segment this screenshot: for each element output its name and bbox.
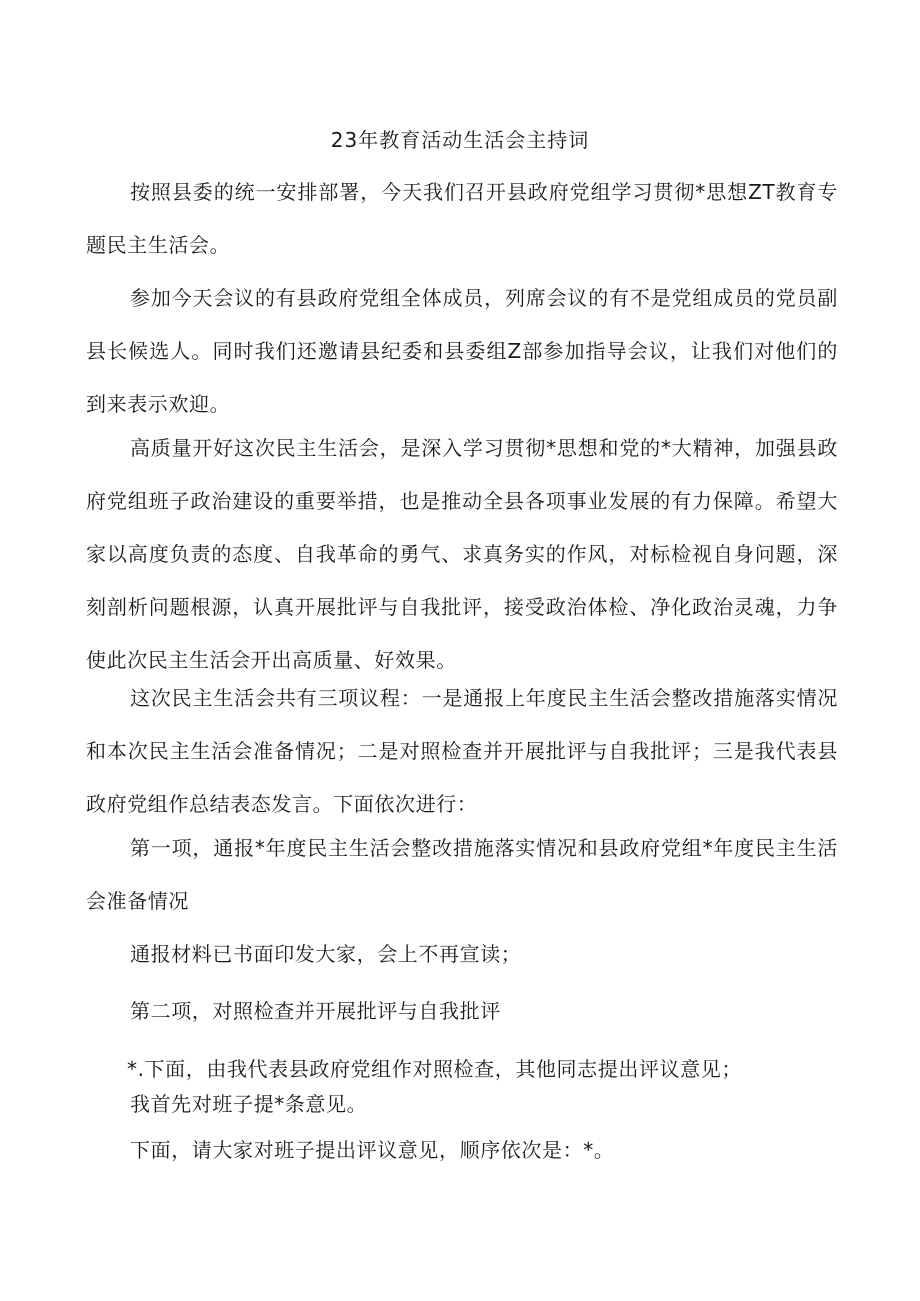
paragraph-opening: 按照县委的统一安排部署，今天我们召开县政府党组学习贯彻*思想ZT教育专题民主生活会。 — [86, 180, 838, 257]
item-notice-line: 通报材料已书面印发大家，会上不再宣读； — [130, 942, 522, 966]
paragraph-purpose: 高质量开好这次民主生活会，是深入学习贯彻*思想和党的*大精神，加强县政府党组班子政治建设的重要举措，也是推动全县各项事业发展的有力保障。希望大家以高度负责的态度、自我革命的勇气、求真务实的作风，对标检视自身问题，深刻剖析问题根源，认真开展批评与自我批评，接受政治体检、净化政治灵魂，力争使此次民主生活会开出高质量、好效果。 — [86, 436, 838, 672]
step-one-line: *.下面，由我代表县政府党组作对照检查，其他同志提出评议意见； — [127, 1057, 742, 1081]
step-two-line: 下面，请大家对班子提出评议意见，顺序依次是：*。 — [130, 1138, 615, 1162]
step-one-continued-line: 我首先对班子提*条意见。 — [130, 1092, 368, 1116]
document-title: 23年教育活动生活会主持词 — [330, 128, 590, 152]
paragraph-agenda: 这次民主生活会共有三项议程：一是通报上年度民主生活会整改措施落实情况和本次民主生活会准备情况；二是对照检查并开展批评与自我批评；三是我代表县政府党组作总结表态发言。下面依次进行： — [86, 686, 838, 816]
paragraph-attendees: 参加今天会议的有县政府党组全体成员，列席会议的有不是党组成员的党员副县长候选人。同时我们还邀请县纪委和县委组Z部参加指导会议，让我们对他们的到来表示欢迎。 — [86, 286, 838, 416]
item-two-heading: 第二项，对照检查并开展批评与自我批评 — [130, 999, 501, 1023]
paragraph-item-one: 第一项，通报*年度民主生活会整改措施落实情况和县政府党组*年度民主生活会准备情况 — [86, 836, 838, 913]
